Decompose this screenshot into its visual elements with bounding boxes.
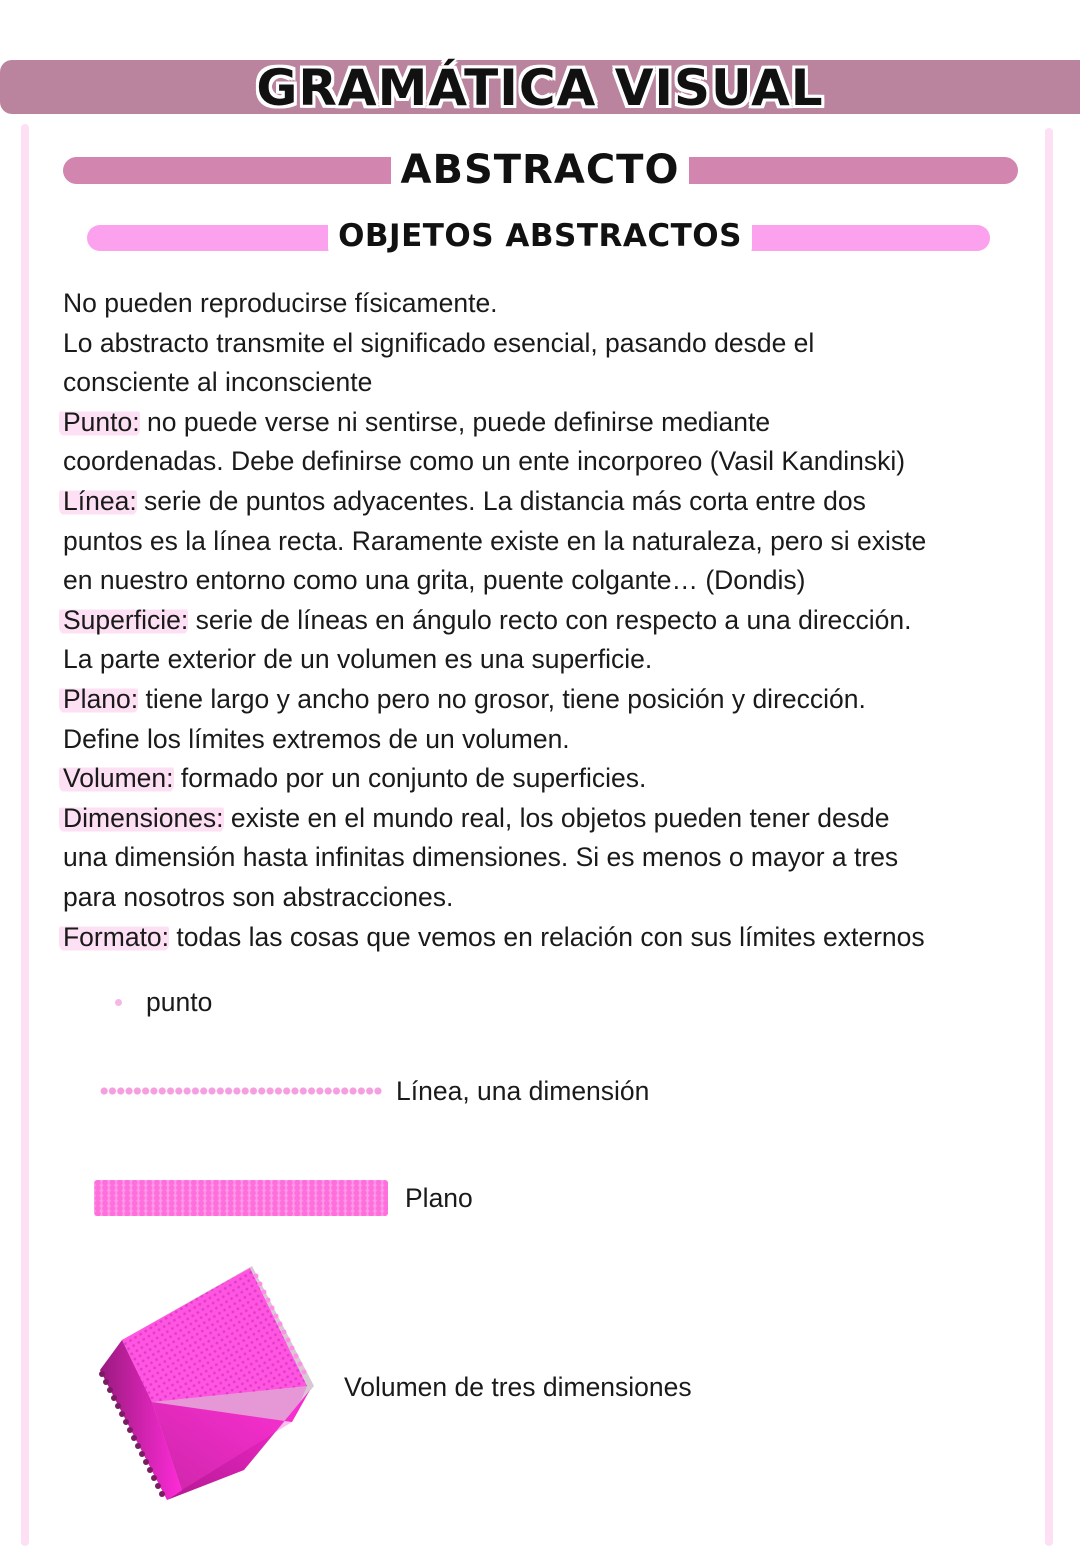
definition-dimensiones: Dimensiones: existe en el mundo real, los objetos pueden tener desde [63,799,1033,839]
definition-punto: Punto: no puede verse ni sentirse, puede definirse mediante [63,403,1033,443]
example-point: punto [115,984,212,1020]
term-highlight: Línea: [59,486,137,516]
example-line: Línea, una dimensión [100,1073,649,1109]
dotted-line-graphic [100,1087,382,1095]
definition-line: en nuestro entorno como una grita, puente colgante… (Dondis) [63,565,806,596]
cube-graphic [92,1262,322,1512]
term-highlight: Plano: [59,684,138,714]
term-highlight: Superficie: [59,605,188,635]
definition-line: coordenadas. Debe definirse como un ente incorporeo (Vasil Kandinski) [63,446,906,477]
term-highlight: Punto: [59,407,140,437]
definition-line: La parte exterior de un volumen es una superficie. [63,644,653,675]
plane-graphic [94,1180,388,1216]
page-title: GRAMÁTICA VISUAL [256,59,824,117]
intro-line: Lo abstracto transmite el significado esencial, pasando desde el [63,327,815,358]
intro-line: No pueden reproducirse físicamente. [63,288,498,318]
definition-line: una dimensión hasta infinitas dimensiones. Si es menos o mayor a tres [63,842,899,873]
body-text [63,284,1033,957]
definition-plano: Plano: tiene largo y ancho pero no grosor, tiene posición y dirección. [63,680,1033,720]
definition-volumen: Volumen: formado por un conjunto de superficies. [63,759,1033,799]
definition-line: puntos es la línea recta. Raramente existe en la naturaleza, pero si existe [63,525,927,556]
point-dot-icon [115,999,122,1006]
section-title: ABSTRACTO [0,144,1080,196]
definition-superficie: Superficie: serie de líneas en ángulo recto con respecto a una dirección. [63,601,1033,641]
right-margin-rule [1045,128,1053,1546]
subsection-title: OBJETOS ABSTRACTOS [0,214,1080,258]
definition-linea: Línea: serie de puntos adyacentes. La distancia más corta entre dos [63,482,1033,522]
example-plane: Plano [94,1178,473,1218]
definition-line: para nosotros son abstracciones. [63,881,454,912]
term-highlight: Formato: [59,922,169,952]
definition-line: Define los límites extremos de un volumen. [63,723,570,754]
term-highlight: Volumen: [59,763,174,793]
definition-formato: Formato: todas las cosas que vemos en relación con sus límites externos [63,918,1033,958]
example-volume: Volumen de tres dimensiones [344,1371,692,1402]
term-highlight: Dimensiones: [59,803,224,833]
left-margin-rule [21,124,29,1546]
intro-line: consciente al inconsciente [63,367,373,398]
